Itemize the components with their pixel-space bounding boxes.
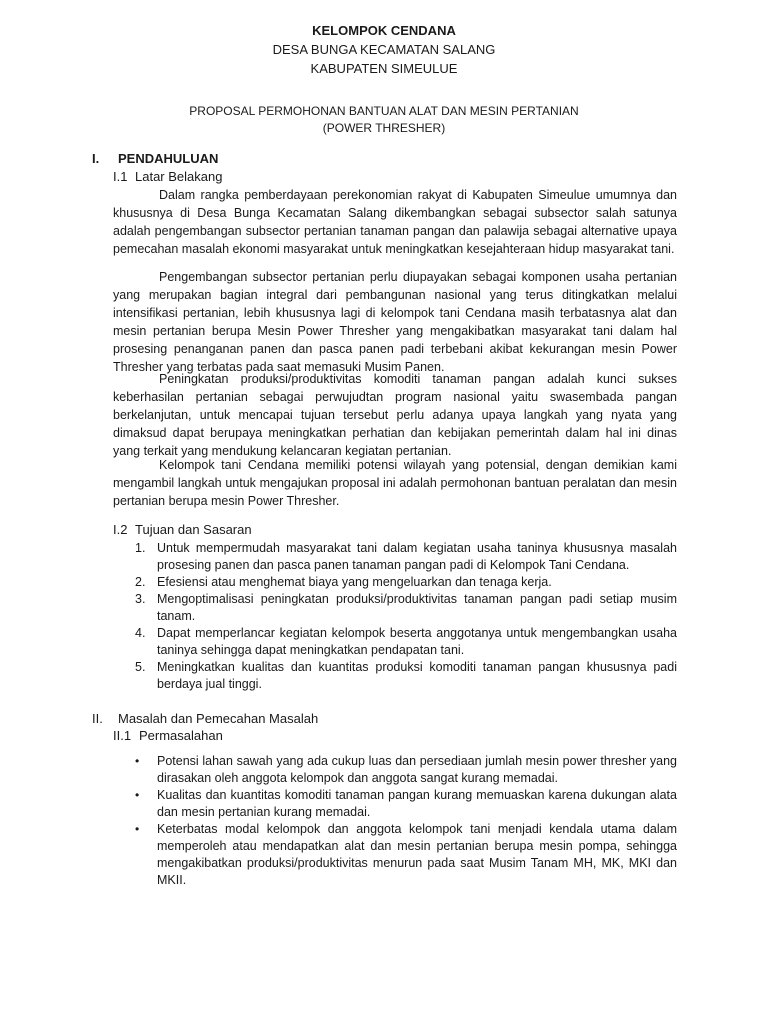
- goals-list: [135, 540, 677, 693]
- list-number: 3.: [135, 592, 146, 606]
- list-number: 2.: [135, 575, 146, 589]
- bullet-icon: •: [135, 754, 140, 768]
- proposal-title: PROPOSAL PERMOHONAN BANTUAN ALAT DAN MESIN PERTANIAN: [189, 104, 579, 118]
- subsection-1-1-heading: [113, 168, 222, 186]
- list-item: [135, 821, 677, 889]
- subsection-1-1-title: Latar Belakang: [135, 169, 223, 184]
- list-item-text: Mengoptimalisasi peningkatan produksi/produktivitas tanaman pangan padi setiap musim tanam.: [157, 592, 677, 623]
- list-item: [135, 591, 677, 625]
- subsection-1-2-title: Tujuan dan Sasaran: [135, 522, 252, 537]
- list-item-text: Untuk mempermudah masyarakat tani dalam kegiatan usaha taninya khususnya masalah prosesing panen dan pasca panen tanaman pangan padi di Kelompok Tani Cendana.: [157, 541, 677, 572]
- list-number: 4.: [135, 626, 146, 640]
- list-item: [135, 540, 677, 574]
- subsection-1-2-number: I.2: [113, 522, 128, 537]
- problems-list: [135, 753, 677, 889]
- list-number: 1.: [135, 541, 146, 555]
- list-item-text: Keterbatas modal kelompok dan anggota kelompok tani menjadi kendala utama dalam memperoleh atau mendapatkan alat dan mesin pertanian berupa mesin pompa, sehingga mengakibatkan produksi/produktivitas menurun pada saat Musim Tanam MH, MK, MKI dan MKII.: [157, 822, 677, 887]
- list-item: [135, 753, 677, 787]
- subsection-2-1-number: II.1: [113, 728, 132, 743]
- list-item-text: Potensi lahan sawah yang ada cukup luas dan persediaan jumlah mesin power thresher yang dirasakan oleh anggota kelompok dan anggota sangat kurang memadai.: [157, 754, 677, 785]
- list-item: [135, 625, 677, 659]
- list-number: 5.: [135, 660, 146, 674]
- paragraph: Pengembangan subsector pertanian perlu diupayakan sebagai komponen usaha pertanian yang merupakan bagian integral dari pembangunan nasional yang terus ditingkatkan melalui intensifikasi pertanian, lebih khususnya lagi di kelompok tani Cendana masih terbatasnya alat dan mesin pertanian berupa Mesin Power Thresher yang mengakibatkan masyarakat tani dalam hal prosesing penanganan panen dan pasca panen padi terbebani akibat kekurangan mesin Power Thresher yang terbatas pada saat memasuki Musim Panen.: [113, 270, 677, 374]
- section-2-heading: [92, 710, 318, 728]
- list-item: [135, 659, 677, 693]
- subsection-2-1-heading: [113, 727, 223, 745]
- section-2-title: Masalah dan Pemecahan Masalah: [118, 711, 319, 726]
- paragraph: Kelompok tani Cendana memiliki potensi wilayah yang potensial, dengan demikian kami mengambil langkah untuk mengajukan proposal ini adalah permohonan bantuan peralatan dan mesin pertanian berupa mesin Power Thresher.: [113, 458, 677, 508]
- list-item: [135, 787, 677, 821]
- bullet-icon: •: [135, 822, 140, 836]
- section-1-heading: [92, 150, 218, 168]
- subsection-2-1-title: Permasalahan: [139, 728, 223, 743]
- subsection-1-2-heading: [113, 521, 252, 539]
- subsection-1-1-number: I.1: [113, 169, 128, 184]
- section-1-title: PENDAHULUAN: [118, 151, 219, 166]
- list-item-text: Dapat memperlancar kegiatan kelompok beserta anggotanya untuk mengembangkan usaha taninya sehingga dapat meningkatkan pendapatan tani.: [157, 626, 677, 657]
- paragraph: Dalam rangka pemberdayaan perekonomian rakyat di Kabupaten Simeulue umumnya dan khususnya di Desa Bunga Kecamatan Salang dikembangkan sebagai subsector salah satunya adalah pengembangan subsector pertanian tanaman pangan dan palawija sebagai alternative upaya pemecahan masalah ekonomi masyarakat untuk meningkatkan kesejahteraan hidup masyarakat tani.: [113, 188, 677, 256]
- proposal-subtitle: (POWER THRESHER): [322, 121, 446, 135]
- list-item-text: Kualitas dan kuantitas komoditi tanaman pangan kurang memuaskan karena dukungan alata dan mesin pertanian kurang memadai.: [157, 788, 677, 819]
- paragraph: Peningkatan produksi/produktivitas komoditi tanaman pangan adalah kunci sukses keberhasilan pertanian sebagai perwujudtan program nasional yaitu swasembada pangan berkelanjutan, untuk mencapai tujuan tersebut perlu adanya upaya langkah yang nyata yang dimaksud dapat berupaya meningkatkan perhatian dan kebijakan pemerintah dalam hal ini dinas yang terkait yang mendukung kelancaran kegiatan pertanian.: [113, 372, 677, 458]
- group-name: KELOMPOK CENDANA: [312, 23, 456, 38]
- section-1-number: I.: [92, 151, 100, 166]
- section-2-number: II.: [92, 711, 103, 726]
- list-item-text: Meningkatkan kualitas dan kuantitas produksi komoditi tanaman pangan khususnya padi berdaya jual tinggi.: [157, 660, 677, 691]
- bullet-icon: •: [135, 788, 140, 802]
- village-name: DESA BUNGA KECAMATAN SALANG: [272, 42, 496, 57]
- list-item-text: Efesiensi atau menghemat biaya yang mengeluarkan dan tenaga kerja.: [157, 575, 552, 589]
- list-item: [135, 574, 677, 591]
- regency-name: KABUPATEN SIMEULUE: [310, 61, 458, 76]
